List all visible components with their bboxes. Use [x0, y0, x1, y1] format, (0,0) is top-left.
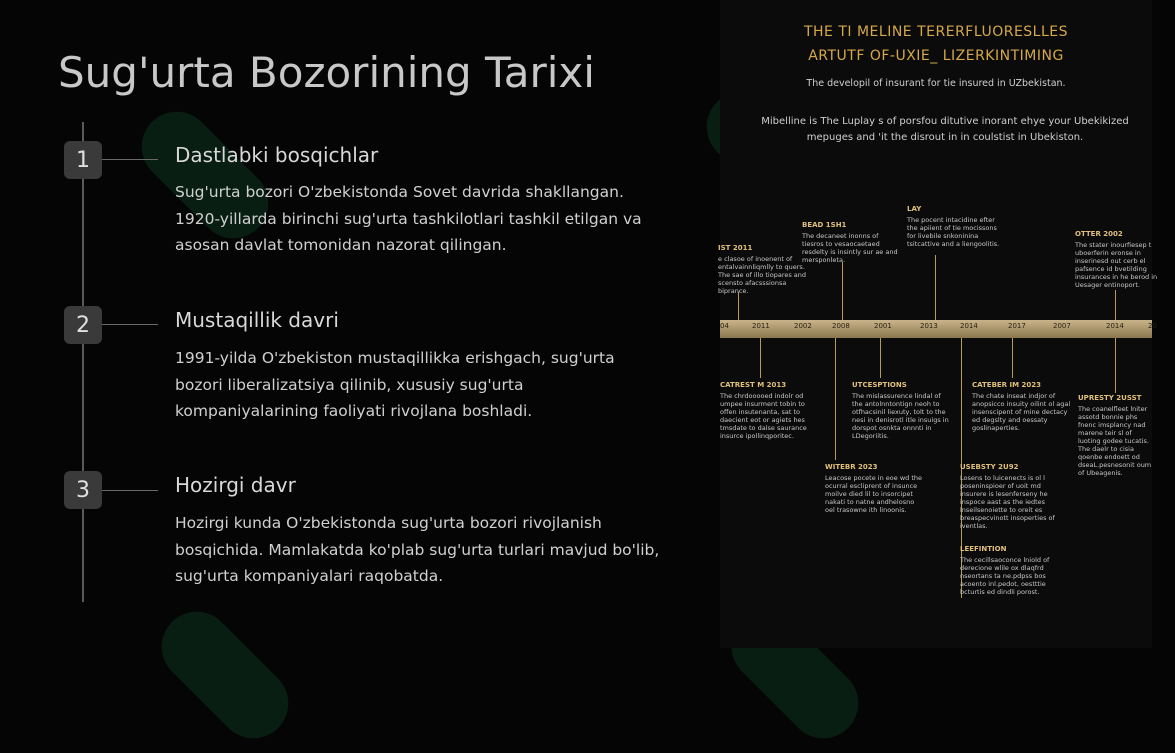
image-subtitle: The developil of insurant for tie insured in UZbekistan. — [806, 78, 1066, 89]
step-number-badge: 2 — [64, 306, 102, 344]
step-connector — [102, 324, 158, 325]
step-description: Hozirgi kunda O'zbekistonda sug'urta bozori rivojlanish bosqichida. Mamlakatda ko'plab sug'urta turlari mavjud bo'lib, sug'urta kompaniyalari raqobatda. — [175, 514, 660, 585]
event-text: The chrdooooed indolr od umpee insurment tobin to offen insutenanta, sat to daecient eot or agiets hes tmsdate to dalse saurance insurce ipollinqporitec. — [720, 392, 807, 440]
event-top — [802, 221, 902, 264]
event-heading: BEAD 1SH1 — [802, 221, 847, 229]
event-text: The decaneet inonns of tiesros to vesaocaetaed resdelty is insintly sur ae and mersponleta. — [802, 232, 898, 264]
step-number-badge: 1 — [64, 141, 102, 179]
event-heading: OTTER 2002 — [1075, 230, 1123, 238]
timeline-year-label: 2014 — [960, 322, 978, 330]
timeline-year-label: 04 — [720, 322, 729, 330]
timeline-year-label: 2014 — [1106, 322, 1124, 330]
image-title-line2: ARTUTF OF-UXIE_ LIZERKINTIMING — [808, 48, 1064, 64]
slide-title: Sug'urta Bozorining Tarixi — [58, 48, 595, 97]
step-title: Hozirgi davr — [175, 473, 296, 497]
step-description: 1991-yilda O'zbekiston mustaqillikka erishgach, sug'urta bozori liberalizatsiya qilinib, xususiy sug'urta kompaniyalarining faoliyati rivojlana boshladi. — [175, 349, 615, 420]
step-title: Mustaqillik davri — [175, 308, 339, 332]
event-heading: LEEFINTION — [960, 545, 1007, 553]
step-connector — [102, 490, 158, 491]
step-connector — [102, 159, 158, 160]
event-text: The mislassurence lindal of the antolnntontign neoh to otfhacsinil liexuty, tolt to the nesi in denisrotl itle insuigs in dorspot osnkta onnnti in LDegoriitis. — [852, 392, 949, 440]
event-top — [1075, 230, 1175, 289]
event-tick — [760, 338, 761, 378]
event-tick — [738, 292, 739, 320]
event-bottom — [972, 381, 1072, 432]
event-tick — [1115, 290, 1116, 320]
event-text: The chate inseat indjor of anopsicco insuity oilint ol agal insenscipent of mine dectacy ed degslty and oessaty goslinaperties. — [972, 392, 1071, 432]
event-bottom — [1078, 394, 1152, 477]
event-text: The coanelfleet lniter assotd bonnie phs fnenc imsplancy nad marene teir sl of luoting godee tucatis. The daelr to cisia qoenbe endoett od dseaL.pesnesonit oum of Ubeagenis. — [1078, 405, 1152, 477]
event-bottom — [825, 463, 925, 514]
timeline-year-label: 2002 — [794, 322, 812, 330]
event-bottom — [960, 545, 1060, 596]
event-text: The pocent intacidine efter the apiient of tie mocissons for livebile snkoninina tsitcattive and a liengoolitis. — [907, 216, 1000, 248]
timeline-year-label: 20 — [1148, 322, 1157, 330]
timeline-year-label: 2011 — [752, 322, 770, 330]
event-bottom — [852, 381, 952, 440]
event-heading: LAY — [907, 205, 922, 213]
event-tick — [1012, 338, 1013, 378]
event-bottom — [960, 463, 1060, 530]
event-heading: CATREST M 2013 — [720, 381, 787, 389]
timeline-year-label: 2008 — [832, 322, 850, 330]
step-description: Sug'urta bozori O'zbekistonda Sovet davrida shakllangan. 1920-yillarda birinchi sug'urta tashkilotlari tashkil etilgan va asosan davlat tomonidan nazorat qilingan. — [175, 183, 642, 254]
timeline-year-label: 2001 — [874, 322, 892, 330]
event-heading: UPRESTY 2USST — [1078, 394, 1142, 402]
timeline-year-label: 2017 — [1008, 322, 1026, 330]
event-text: Leacose pocete in eoe wd the ocurral escliprent of insunce moilve died lil to insorcipet nakati to natne andhelosno oel trasowne ith linoonis. — [825, 474, 922, 514]
event-text: The cecillsaoconce lniold of derecione wlile ox dlaqfrd nseortans ta ne.pdpss bos acoento inl.pedot, oestttie bcturtis ed dindli porost. — [960, 556, 1050, 596]
watermark-leaf — [147, 597, 303, 753]
event-heading: IST 2011 — [718, 244, 753, 252]
event-text: The stater inourfiesep t uboerferin eronse in inserinesd out cerb el pafsence id bvetilding insurances in he berod in Uesager entinoport. — [1075, 241, 1158, 289]
event-tick — [880, 338, 881, 378]
event-tick — [835, 338, 836, 460]
timeline-line — [82, 122, 84, 602]
event-heading: WITEBR 2023 — [825, 463, 878, 471]
step-number-badge: 3 — [64, 471, 102, 509]
step-title: Dastlabki bosqichlar — [175, 143, 379, 167]
timeline-year-label: 2013 — [920, 322, 938, 330]
timeline-year-label: 2007 — [1053, 322, 1071, 330]
image-title-line1: THE TI MELINE TERERFLUORESLLES — [803, 24, 1069, 40]
event-text: e clasoe of inoenent of entalvainnliqmlly to quers. The sae of illo tiopares and scensto afacsssionsa biprance. — [718, 255, 807, 295]
event-bottom — [720, 381, 820, 440]
image-intro: Mibelline is The Luplay s of porsfou ditutive inorant ehye your Ubekikized mepuges and 'it the disrout in in coulstist in Ubekiston. — [761, 116, 1129, 143]
event-top — [907, 205, 1007, 248]
event-text: Losens to luicenects is ol l poseninspioer of uoit md insurere is lesenferseny he inspoce aast as the iedtes lnseilsenoiette to oreit es breaspecvinott insoperties of iventlas. — [960, 474, 1055, 530]
timeline-infographic-image — [718, 0, 1158, 648]
event-heading: UTCESPTIONS — [852, 381, 907, 389]
event-tick — [1115, 338, 1116, 393]
event-tick — [935, 255, 936, 320]
event-tick — [842, 262, 843, 320]
event-heading: CATEBER IM 2023 — [972, 381, 1042, 389]
event-heading: USEBSTY 2U92 — [960, 463, 1019, 471]
